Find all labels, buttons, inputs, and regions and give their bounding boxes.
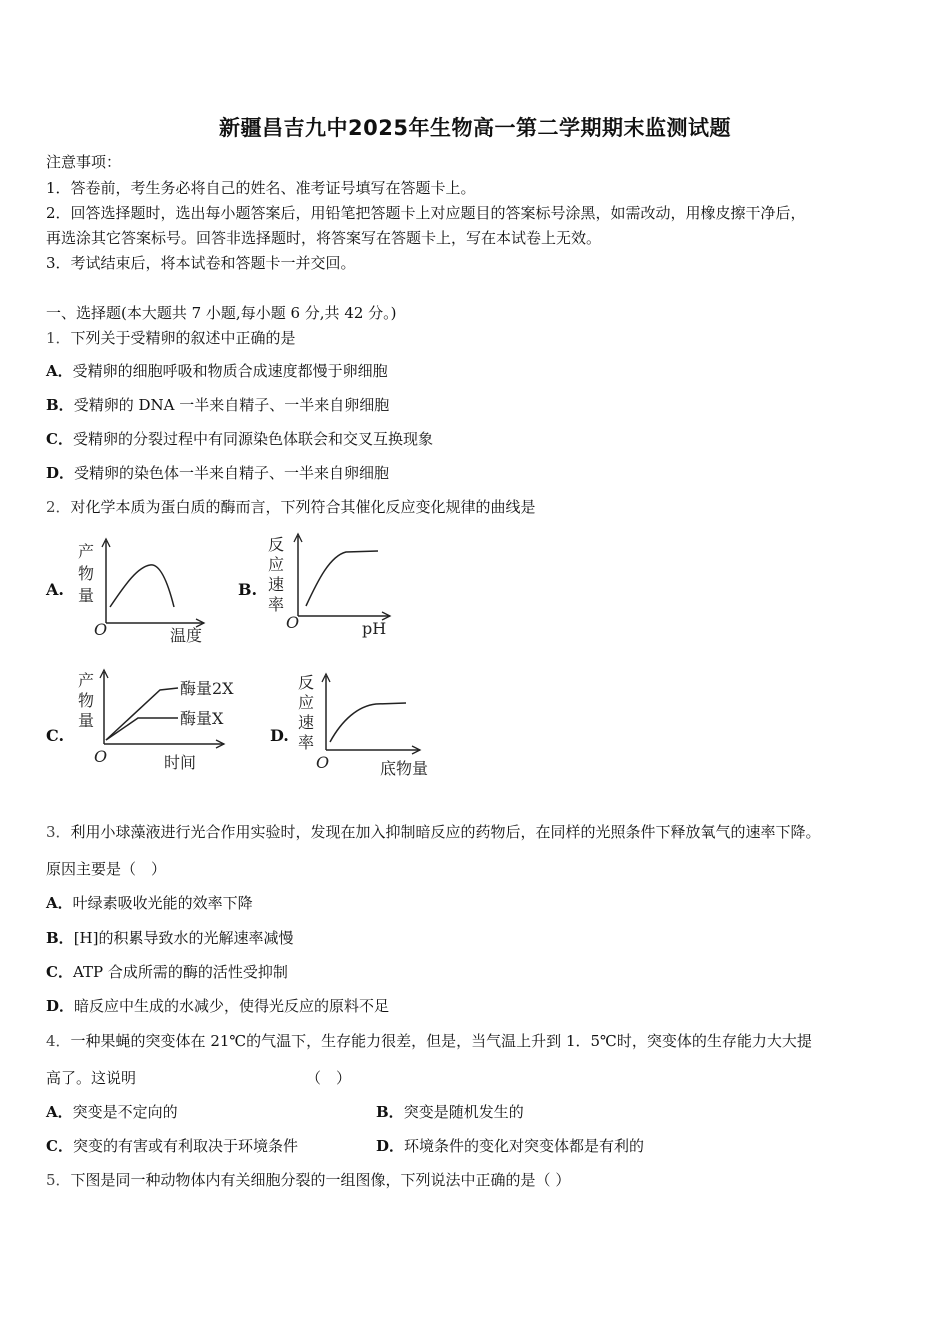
question-3-stem-cont: 原因主要是（ ）	[46, 860, 167, 878]
answer-paren: （ ）	[306, 1069, 352, 1087]
question-stem: 利用小球藻液进行光合作用实验时，发现在加入抑制暗反应的药物后，在同样的光照条件下释放氧气的速率下降。	[70, 823, 821, 841]
graph-b-xlabel: pH	[362, 619, 387, 638]
notes-heading: 注意事项：	[46, 153, 122, 171]
graph-a-label: A.	[46, 580, 64, 599]
option-d: D．环境条件的变化对突变体都是有利的	[376, 1137, 645, 1155]
graph-c-ylabel-3: 量	[78, 711, 95, 730]
graph-b-ylabel-1: 反	[268, 535, 285, 554]
graph-c	[76, 662, 276, 777]
question-1	[46, 328, 296, 348]
graph-d-ylabel-4: 率	[298, 733, 315, 752]
graph-c-ylabel-2: 物	[78, 691, 95, 710]
graph-b-curve	[306, 551, 378, 606]
question-4	[46, 1031, 812, 1051]
graph-d-ylabel-3: 速	[298, 713, 315, 732]
question-4-stem-cont: 高了。这说明	[46, 1069, 137, 1087]
question-2	[46, 497, 536, 517]
graph-b-ylabel-4: 率	[268, 595, 285, 614]
notes-item: 再选涂其它答案标号。回答非选择题时，将答案写在答题卡上，写在本试卷上无效。	[46, 229, 602, 247]
option-c: C．突变的有害或有利取决于环境条件	[46, 1137, 298, 1155]
question-number: 3．	[46, 823, 71, 841]
question-stem: 下图是同一种动物体内有关细胞分裂的一组图像，下列说法中正确的是（ ）	[70, 1171, 571, 1189]
page-title: 新疆昌吉九中2025年生物高一第二学期期末监测试题	[219, 116, 731, 140]
graph-a-ylabel-1: 产	[78, 542, 95, 561]
graph-d-label: D.	[270, 726, 289, 745]
question-stem: 对化学本质为蛋白质的酶而言，下列符合其催化反应变化规律的曲线是	[70, 498, 536, 516]
question-stem: 下列关于受精卵的叙述中正确的是	[70, 329, 296, 347]
graph-d-curve	[330, 703, 406, 742]
graph-c-line-label-2x: 酶量2X	[180, 679, 234, 698]
graph-b-origin: O	[286, 613, 300, 632]
graph-d-origin: O	[316, 753, 330, 772]
graph-a-xlabel: 温度	[170, 626, 203, 645]
graph-a	[76, 535, 216, 645]
option-c: C．ATP 合成所需的酶的活性受抑制	[46, 963, 288, 981]
option-a: A．受精卵的细胞呼吸和物质合成速度都慢于卵细胞	[46, 362, 388, 380]
option-a: A．突变是不定向的	[46, 1103, 178, 1121]
graph-a-ylabel-2: 物	[78, 564, 95, 583]
graph-b-ylabel-3: 速	[268, 575, 285, 594]
graph-b	[266, 530, 406, 640]
notes-item: 1．答卷前，考生务必将自己的姓名、准考证号填写在答题卡上。	[46, 179, 476, 197]
question-number: 1．	[46, 329, 71, 347]
section-heading: 一、选择题(本大题共 7 小题,每小题 6 分,共 42 分。)	[46, 304, 397, 322]
option-b: B．受精卵的 DNA 一半来自精子、一半来自卵细胞	[46, 396, 390, 414]
graph-a-curve	[110, 565, 174, 607]
graph-d-ylabel-1: 反	[298, 673, 315, 692]
graph-c-line-label-x: 酶量X	[180, 709, 224, 728]
graph-b-ylabel-2: 应	[268, 555, 285, 574]
graph-d-ylabel-2: 应	[298, 693, 315, 712]
graph-a-ylabel-3: 量	[78, 586, 95, 605]
option-d: D．受精卵的染色体一半来自精子、一半来自卵细胞	[46, 464, 390, 482]
question-5	[46, 1170, 570, 1190]
graph-c-xlabel: 时间	[164, 753, 197, 772]
notes-item: 2．回答选择题时，选出每小题答案后，用铅笔把答题卡上对应题目的答案标号涂黑，如需改动，用橡皮擦干净后，	[46, 204, 806, 222]
option-c: C．受精卵的分裂过程中有同源染色体联会和交叉互换现象	[46, 430, 433, 448]
graph-c-ylabel-1: 产	[78, 671, 95, 690]
option-b: B．[H]的积累导致水的光解速率减慢	[46, 929, 294, 947]
question-3	[46, 822, 821, 842]
option-b: B．突变是随机发生的	[376, 1103, 524, 1121]
question-stem: 一种果蝇的突变体在 21℃的气温下，生存能力很差，但是，当气温上升到 1．5℃时，突变体的生存能力大大提	[70, 1032, 812, 1050]
option-a: A．叶绿素吸收光能的效率下降	[46, 894, 253, 912]
graph-d-xlabel: 底物量	[380, 759, 429, 778]
graph-c-label: C.	[46, 726, 65, 745]
question-number: 2．	[46, 498, 71, 516]
question-number: 4．	[46, 1032, 71, 1050]
option-d: D．暗反应中生成的水减少，使得光反应的原料不足	[46, 997, 390, 1015]
graph-c-origin: O	[94, 747, 108, 766]
graph-d	[296, 666, 456, 781]
notes-item: 3．考试结束后，将本试卷和答题卡一并交回。	[46, 254, 356, 272]
question-number: 5．	[46, 1171, 71, 1189]
graph-b-label: B.	[238, 580, 258, 599]
graph-a-origin: O	[94, 620, 108, 639]
